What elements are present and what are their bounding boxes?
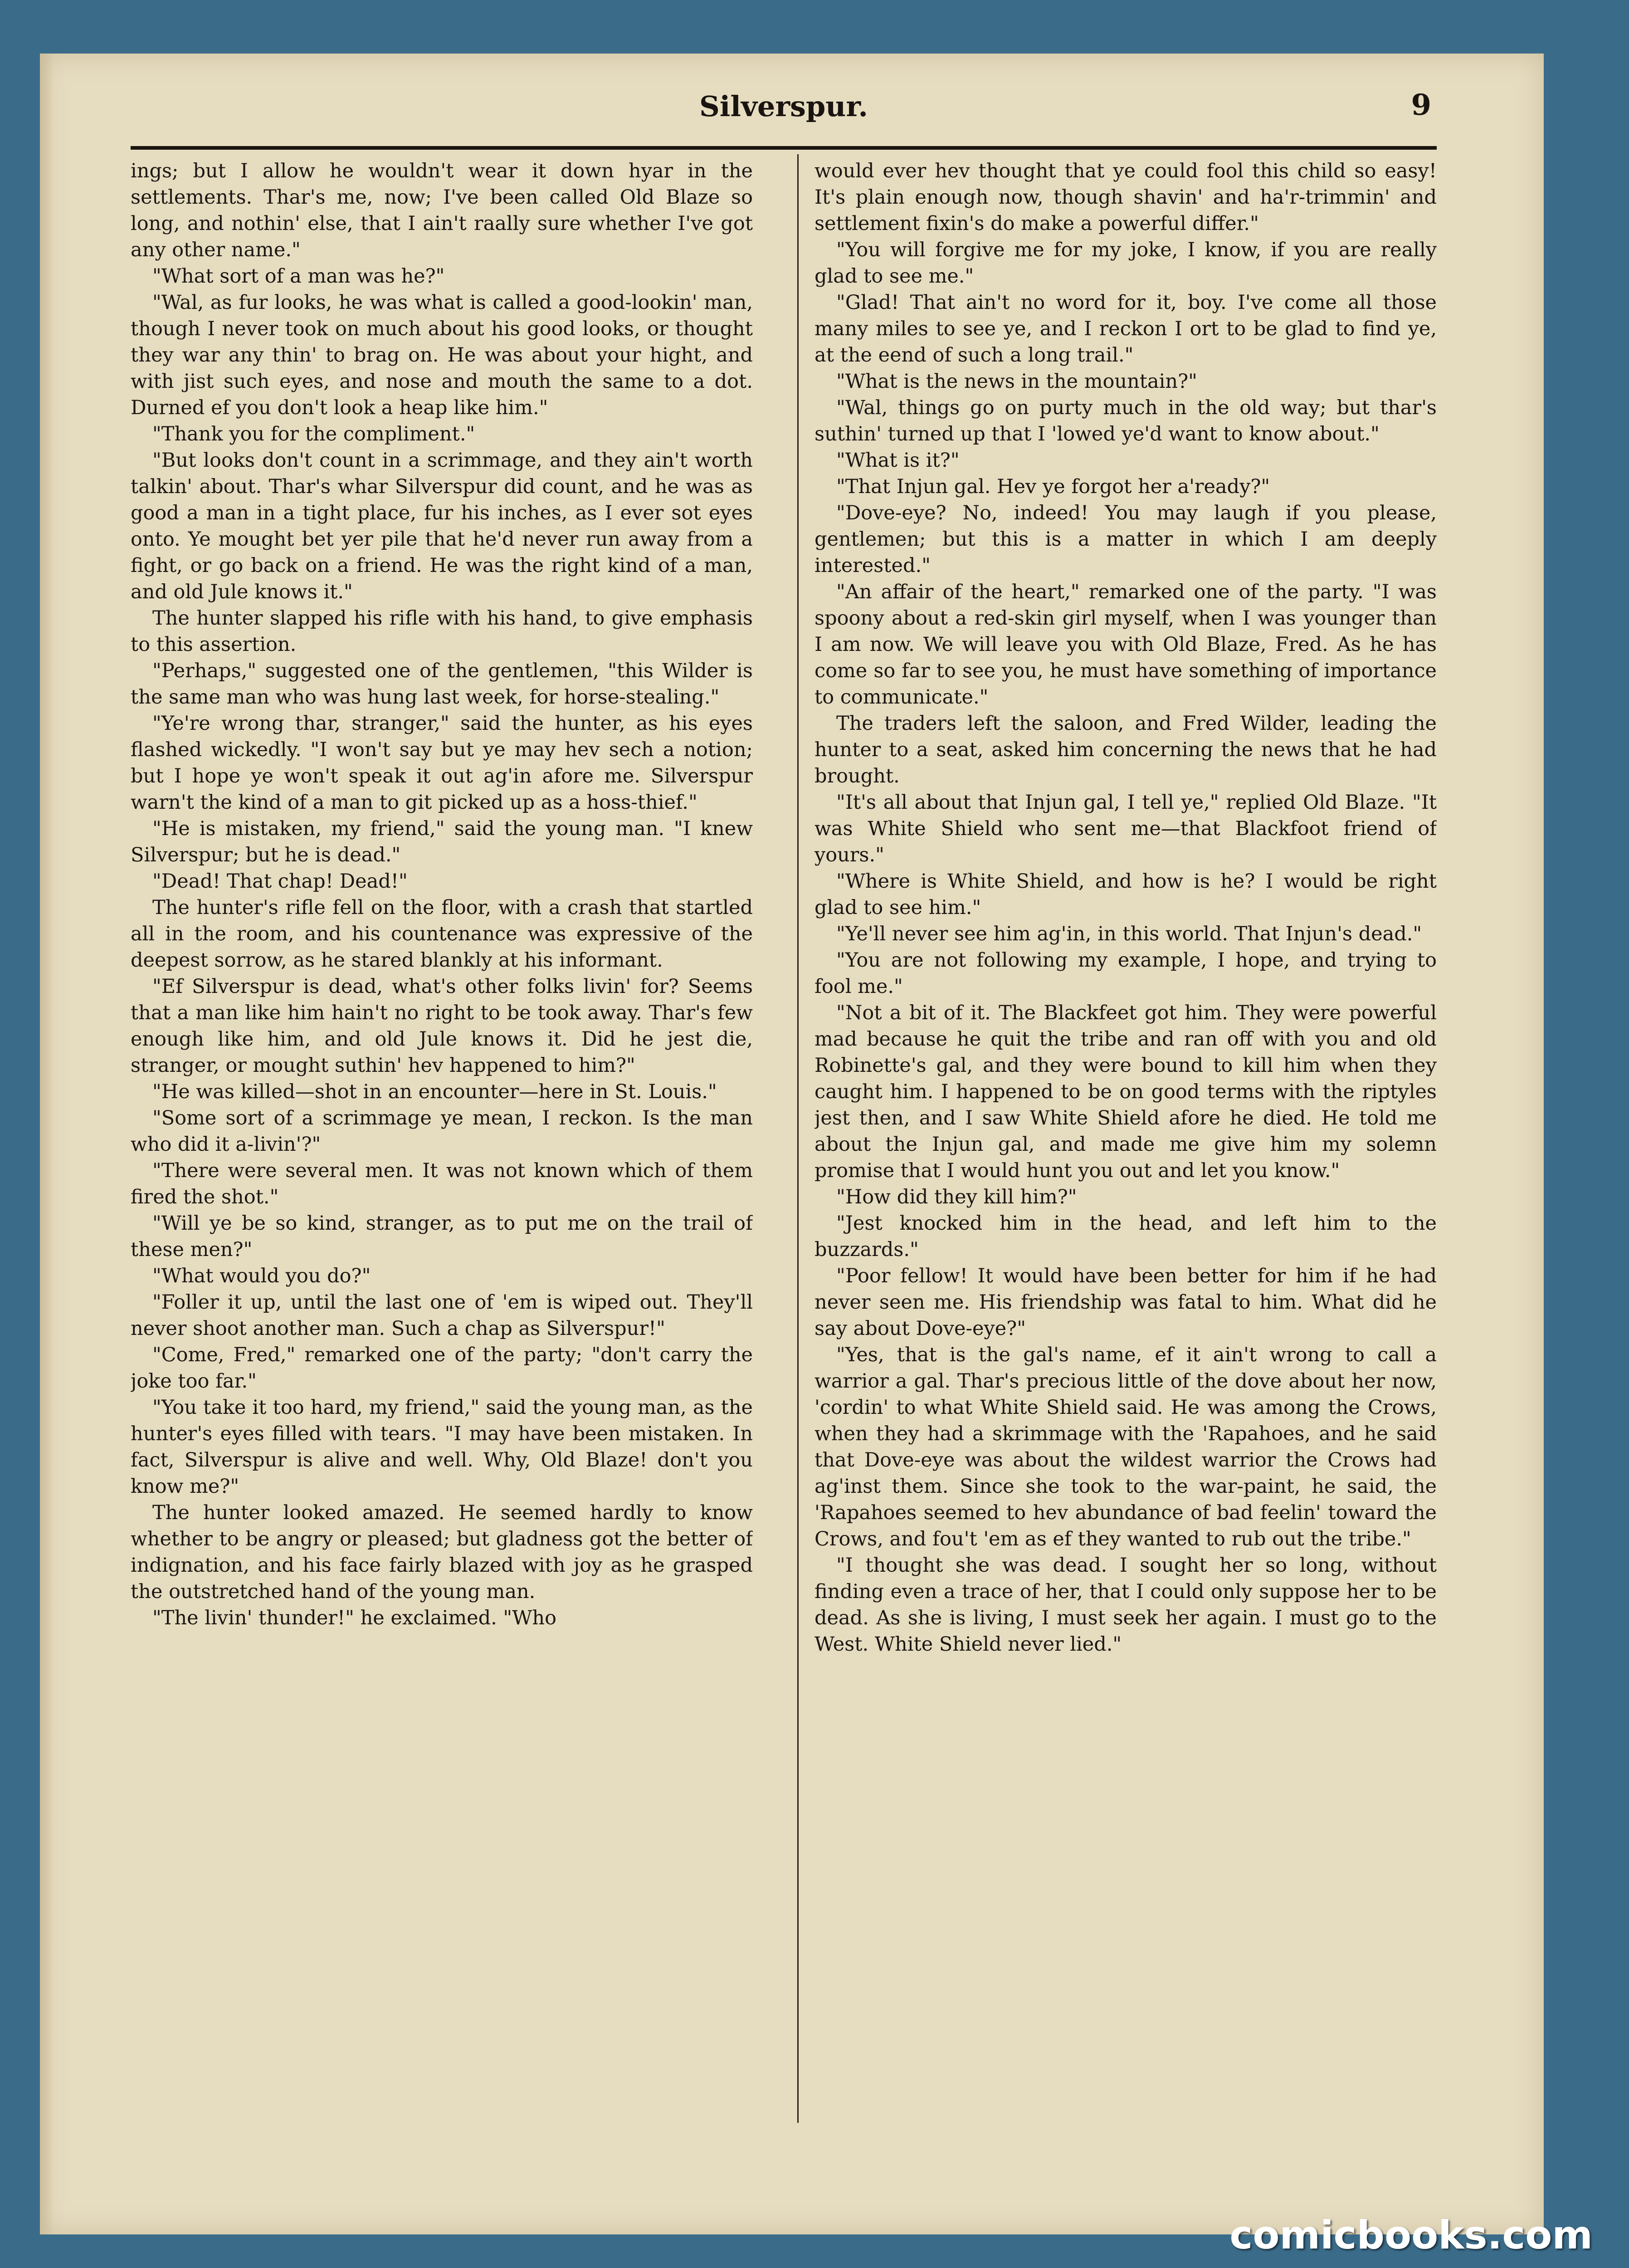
paragraph: "There were several men. It was not known which of them fired the shot." (131, 1159, 753, 1208)
paragraph: "Dove-eye? No, indeed! You may laugh if you please, gentlemen; but this is a matter in which I am deeply interested." (814, 502, 1437, 577)
paragraph: "Yes, that is the gal's name, ef it ain't wrong to call a warrior a gal. Thar's precious little of the dove about her now, 'cordin' to what White Shield said. He was among the Crows, when they had a skrimmage with the 'Rapahoes, and he said that Dove-eye was about the wildest warrior the Crows had ag'inst them. Since she took to the war-paint, he said, the 'Rapahoes seemed to hev abundance of bad feelin' toward the Crows, and fou't 'em as ef they wanted to rub out the tribe." (814, 1344, 1437, 1550)
paragraph: "Poor fellow! It would have been better for him if he had never seen me. His friendship was fatal to him. What did he say about Dove-eye?" (814, 1265, 1437, 1340)
paragraph: "Ye're wrong thar, stranger," said the hunter, as his eyes flashed wickedly. "I won't say but ye may hev sech a notion; but I hope ye won't speak it out ag'in afore me. Silverspur warn't the kind of a man to git picked up as a hoss-thief." (131, 712, 753, 814)
paragraph: "Ef Silverspur is dead, what's other folks livin' for? Seems that a man like him hain't no right to be took away. Thar's few enough like him, and old Jule knows it. Did he jest die, stranger, or mought suthin' hev happened to him?" (131, 975, 753, 1077)
paragraph: "Come, Fred," remarked one of the party; "don't carry the joke too far." (131, 1344, 753, 1393)
right-column (814, 158, 1437, 2108)
paragraph: "Jest knocked him in the head, and left him to the buzzards." (814, 1212, 1437, 1261)
paragraph: ings; but I allow he wouldn't wear it down hyar in the settlements. Thar's me, now; I've been called Old Blaze so long, and nothin' else, that I ain't raally sure whether I've got any other name." (131, 160, 753, 261)
paragraph: "Not a bit of it. The Blackfeet got him. They were powerful mad because he quit the tribe and ran off with you and old Robinette's gal, and they were bound to kill him when they caught him. I happened to be on good terms with the riptyles jest then, and I saw White Shield afore he died. He told me about the Injun gal, and made me give him my solemn promise that I would hunt you out and let you know." (814, 1002, 1437, 1182)
paragraph: "Will ye be so kind, stranger, as to put me on the trail of these men?" (131, 1212, 753, 1261)
paragraph: "Some sort of a scrimmage ye mean, I reckon. Is the man who did it a-livin'?" (131, 1107, 753, 1156)
paragraph: "I thought she was dead. I sought her so long, without finding even a trace of her, that I could only suppose her to be dead. As she is living, I must seek her again. I must go to the West. White Shield never lied." (814, 1554, 1437, 1656)
paragraph: "The livin' thunder!" he exclaimed. "Who (152, 1607, 556, 1629)
paragraph: "What is it?" (836, 449, 960, 472)
paragraph: The hunter's rifle fell on the floor, with a crash that startled all in the room, and his countenance was expressive of the deepest sorrow, as he stared blankly at his informant. (131, 896, 753, 972)
worn-left-edge (40, 54, 54, 2234)
paragraph: "An affair of the heart," remarked one of the party. "I was spoony about a red-skin girl myself, when I was younger than I am now. We will leave you with Old Blaze, Fred. As he has come so far to see you, he must have something of importance to communicate." (814, 581, 1437, 709)
paragraph: "Ye'll never see him ag'in, in this world. That Injun's dead." (836, 923, 1422, 945)
paragraph: "Perhaps," suggested one of the gentlemen, "this Wilder is the same man who was hung last week, for horse-stealing." (131, 660, 753, 709)
paragraph: "Thank you for the compliment." (152, 423, 475, 445)
paragraph: "That Injun gal. Hev ye forgot her a'ready?" (836, 475, 1270, 498)
paragraph: "What is the news in the mountain?" (836, 370, 1197, 393)
header-rule (131, 146, 1437, 150)
paragraph: "Where is White Shield, and how is he? I would be right glad to see him." (814, 870, 1437, 919)
paragraph: "You take it too hard, my friend," said the young man, as the hunter's eyes filled with tears. "I may have been mistaken. In fact, Silverspur is alive and well. Why, Old Blaze! don't you know me?" (131, 1396, 753, 1498)
paragraph: "Dead! That chap! Dead!" (152, 870, 408, 893)
paragraph: "Wal, things go on purty much in the old way; but thar's suthin' turned up that I 'lowed ye'd want to know about." (814, 396, 1437, 445)
paragraph: The traders left the saloon, and Fred Wilder, leading the hunter to a seat, asked him concerning the news that he had brought. (814, 712, 1437, 787)
paragraph: "He was killed—shot in an encounter—here in St. Louis." (152, 1080, 717, 1103)
paragraph: "Wal, as fur looks, he was what is called a good-lookin' man, though I never took on much about his good looks, or thought they war any thin' to brag on. He was about your hight, and with jist such eyes, and nose and mouth the same to a dot. Durned ef you don't look a heap like him." (131, 291, 753, 419)
paragraph: The hunter slapped his rifle with his hand, to give emphasis to this assertion. (131, 607, 753, 656)
paragraph: "What sort of a man was he?" (152, 265, 445, 288)
paragraph: The hunter looked amazed. He seemed hardly to know whether to be angry or pleased; but gladness got the better of indignation, and his face fairly blazed with joy as he grasped the outstretched hand of the young man. (131, 1501, 753, 1603)
paragraph: "Foller it up, until the last one of 'em is wiped out. They'll never shoot another man. Such a chap as Silverspur!" (131, 1291, 753, 1340)
page-header (131, 82, 1437, 150)
paragraph: "He is mistaken, my friend," said the young man. "I knew Silverspur; but he is dead." (131, 817, 753, 866)
paragraph: "How did they kill him?" (836, 1186, 1077, 1208)
paragraph: "But looks don't count in a scrimmage, and they ain't worth talkin' about. Thar's whar Silverspur did count, and he was as good a man in a tight place, fur his inches, as I ever sot eyes onto. Ye mought bet yer pile that he'd never run away from a fight, or go back on a friend. He was the right kind of a man, and old Jule knows it." (131, 449, 753, 603)
paragraph: "It's all about that Injun gal, I tell ye," replied Old Blaze. "It was White Shield who sent me—that Blackfoot friend of yours." (814, 791, 1437, 866)
running-title: Silverspur. (699, 90, 868, 123)
paragraph: would ever hev thought that ye could fool this child so easy! It's plain enough now, though shavin' and ha'r-trimmin' and settlement fixin's do make a powerful differ." (814, 160, 1437, 235)
paragraph: "Glad! That ain't no word for it, boy. I've come all those many miles to see ye, and I reckon I ort to be glad to find ye, at the eend of such a long trail." (814, 291, 1437, 367)
left-column (131, 158, 753, 2108)
paragraph: "You are not following my example, I hope, and trying to fool me." (814, 949, 1437, 998)
column-divider (797, 154, 799, 2123)
paragraph: "What would you do?" (152, 1265, 371, 1287)
paragraph: "You will forgive me for my joke, I know, if you are really glad to see me." (814, 239, 1437, 288)
watermark: comicbooks.com (1229, 2213, 1593, 2258)
page-number: 9 (1411, 88, 1431, 122)
